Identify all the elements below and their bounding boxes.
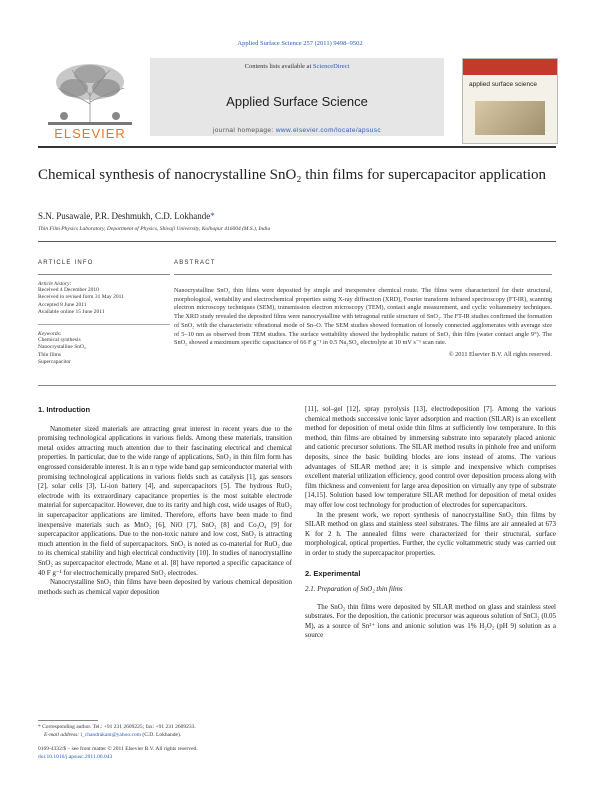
keyword-item: Nanocrystalline SnO₂	[38, 344, 86, 351]
history-item: Received 4 December 2010	[38, 287, 99, 293]
right-paragraph-1: [11], sol–gel [12], spray pyrolysis [13], electrodeposition [7]. Among the various chemical methods successive ionic layer adsorption and reaction (SILAR) is an excellent method for deposition of metal oxide thin films at sufficiently low temperature. In this method, thin films are obtained by immersing substrate into separately placed anionic and cationic precursor solutions. The SILAR method results in pinhole free and uniform deposits, since the basic building blocks are ions instead of atoms. The various advantages of SILAR method are; it is simple and inexpensive which comprises excellent material utilization efficiency, good control over deposition process along with film thickness and convenient for large area deposition on virtually any type of substrate [14,15]. Solution based low temperature SILAR method for deposition of metal oxides may offer low cost technology for production of electrodes for supercapacitors.	[305, 405, 556, 509]
affiliation-rule	[38, 241, 556, 242]
corresponding-footnote: * Corresponding author. Tel.: +91 231 2609225; fax: +91 231 2609233.	[38, 724, 196, 730]
contents-line	[150, 63, 444, 70]
article-authors	[38, 211, 215, 221]
cover-top-band	[463, 59, 557, 75]
footnote-rule	[38, 720, 98, 721]
elsevier-wordmark: ELSEVIER	[54, 126, 126, 141]
keywords-rule	[38, 324, 170, 325]
footnotes	[38, 724, 298, 761]
history-item: Accepted 8 June 2011	[38, 301, 87, 308]
intro-paragraph-2: Nanocrystalline SnO₂ thin films have been deposited by various chemical deposition methods such as chemical vapor deposition	[38, 578, 292, 596]
cover-image	[475, 101, 545, 135]
keyword-item: Thin films	[38, 351, 62, 358]
keywords-label: Keywords:	[38, 331, 62, 338]
author-email-link[interactable]: l_chandrakant@yahoo.com	[80, 731, 141, 738]
doi-link[interactable]: doi:10.1016/j.apsusc.2011.06.043	[38, 753, 113, 760]
contents-prefix: Contents lists available at	[244, 63, 312, 70]
keyword-item: Chemical synthesis	[38, 337, 81, 344]
right-paragraph-2: In the present work, we report synthesis of nanocrystalline SnO₂ thin films by SILAR method on glass and stainless steel substrates. The films are air annealed at 673 K for 2 h. The annealed films were characterized for their structural, surface morphological, optical properties. Further, the cyclic voltammetric study was carried out in order to study the supercapacitor properties.	[305, 510, 556, 557]
abstract-panel	[174, 260, 552, 358]
abstract-heading: ABSTRACT	[174, 260, 216, 266]
email-suffix: (C.D. Lokhande).	[142, 731, 182, 738]
history-label: Article history:	[38, 281, 72, 287]
intro-paragraph-1: Nanometer sized materials are attracting great interest in recent years due to the promising technological applications in various fields. Among these materials, transition metal oxides attracting much attention due to their fascinating electrical and chemical properties. In particular, due to the wide range of applications, SnO₂ in thin film form has engrossed considerable interest. It is an n type wide band gap semiconductor material with promising technological applications in various fields such as catalysis [1], gas sensors [2], solar cells [3], Li-ion battery [4], and supercapacitors [5]. The hydrous RuO₂ electrode with its extraordinary capacitance properties is the most suitable electrode material for supercapacitor. However, due to its rarity and high cost, wide usages of RuO₂ in supercapacitor applications are limited. Therefore, efforts have been made to find inexpensive materials such as MnO₂ [6], NiO [7], SnO₂ [8] and Co₃O₄ [9] for supercapacitor applications. Due to the non-toxic nature and low cost, SnO₂ is attracting much attention in the field of supercapacitors. SnO₂ is noted as co-material for RuO₂ due to its chemical stability and high electrical conductivity [10]. In studies of nanocrystalline SnO₂ as supercapacitor electrode, Mane et al. [8] have reported a specific capacitance of 40 F g⁻¹ for electrochemically prepared SnO₂ electrodes.	[38, 424, 292, 577]
history-item: Received in revised form 31 May 2011	[38, 294, 124, 301]
homepage-link[interactable]: www.elsevier.com/locate/apsusc	[275, 127, 382, 134]
corresponding-author-mark[interactable]: *	[210, 211, 215, 221]
abstract-text: Nanocrystalline SnO₂ thin films were deposited by simple and inexpensive chemical route. The films were characterized for their structural, morphological, wettability and electrochemical properties using X-ray diffraction (XRD), Fourier transform infrared spectroscopy (FT-IR), scanning electron microscopy techniques (SEM), transmission electron microscopy (TEM), contact angle measurement, and cyclic voltammetry techniques. The XRD study revealed the deposited films were nanocrystalline with tetragonal rutile structure of SnO₂. The FT-IR studies confirmed the formation of SnO₂ with the characteristic vibrational mode of Sn–O. The SEM studies showed formation of loosely connected agglomerates with average size of 5–10 nm as observed from TEM studies. The surface wettability showed the hydrophilic nature of SnO₂ thin film (water contact angle 9°). The SnO₂ showed a maximum specific capacitance of 66 F g⁻¹ in 0.5 Na₂SO₄ electrolyte at 10 mV s⁻¹ scan rate.	[174, 287, 552, 347]
abstract-rule	[174, 274, 552, 275]
article-title: Chemical synthesis of nanocrystalline SnO₂ thin films for supercapacitor application	[38, 167, 547, 183]
cover-title: applied surface science	[469, 81, 537, 88]
copyright-notice: © 2011 Elsevier B.V. All rights reserved.	[448, 350, 552, 358]
keyword-item: Supercapacitor	[38, 359, 71, 366]
author-affiliation: Thin Film Physics Laboratory, Department of Physics, Shivaji University, Kolhapur 416004 (M.S.), India	[38, 226, 271, 232]
article-info-rule	[38, 274, 170, 275]
email-footnote	[38, 732, 298, 740]
abstract-bottom-rule	[38, 385, 556, 386]
introduction-heading: 1. Introduction	[38, 405, 91, 414]
article-info-heading: ARTICLE INFO	[38, 260, 94, 266]
journal-title[interactable]: Applied Surface Science	[226, 94, 368, 109]
issn-line: 0169-4332/$ – see front matter © 2011 Elsevier B.V. All rights reserved.	[38, 746, 198, 752]
left-column	[38, 405, 292, 597]
homepage-prefix: journal homepage:	[212, 127, 274, 134]
experimental-heading: 2. Experimental	[305, 568, 361, 578]
article-info-panel	[38, 260, 170, 366]
sciencedirect-link[interactable]: ScienceDirect	[312, 63, 350, 70]
journal-cover-thumbnail[interactable]	[462, 58, 558, 144]
email-label: E-mail address:	[44, 731, 80, 738]
elsevier-logo[interactable]	[38, 58, 142, 142]
preparation-subheading: 2.1. Preparation of SnO₂ thin films	[305, 585, 403, 594]
right-column	[305, 405, 556, 641]
journal-citation[interactable]: Applied Surface Science 257 (2011) 9498–9502	[237, 40, 363, 47]
author-list: S.N. Pusawale, P.R. Deshmukh, C.D. Lokhande	[38, 211, 211, 221]
journal-homepage	[150, 127, 444, 134]
history-item: Available online 15 June 2011	[38, 308, 105, 315]
right-paragraph-3: The SnO₂ thin films were deposited by SILAR method on glass and stainless steel substrates. For the deposition, the cationic precursor was aqueous solution of SnCl₂ (0.05 M), as a source of Sn²⁺ ions and anionic solution was 1% H₂O₂ (pH 9) solution as a source	[305, 602, 556, 640]
header-rule	[38, 146, 556, 148]
